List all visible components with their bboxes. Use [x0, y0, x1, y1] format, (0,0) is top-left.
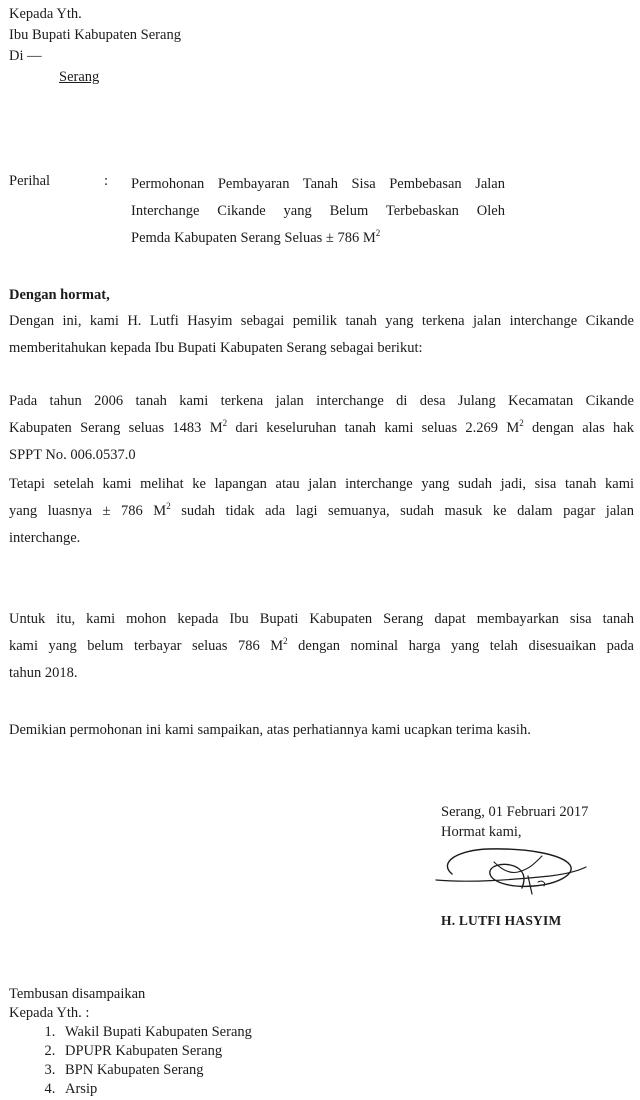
- cc-item: 2. DPUPR Kabupaten Serang: [59, 1042, 252, 1061]
- signer-name: H. LUTFI HASYIM: [441, 913, 562, 928]
- p3-line-1: Untuk itu, kami mohon kepada Ibu Bupati Kabupaten Serang dapat membayarkan sisa tanah: [9, 611, 634, 627]
- recipient-city: Serang: [59, 69, 100, 85]
- intro-paragraph: [9, 308, 634, 362]
- p3-line-2: kami yang belum terbayar seluas 786 $M^2$ dengan nominal harga yang telah disesuaikan pada: [9, 636, 634, 654]
- cc-to: Kepada Yth. :: [9, 1005, 90, 1021]
- subject-line-3: Pemda Kabupaten Serang Seluas ± 786 $M^2$: [131, 228, 381, 246]
- intro-line-1: Dengan ini, kami H. Lutfi Hasyim sebagai pemilik tanah yang terkena jalan interchange Cikande: [9, 313, 634, 329]
- cc-list: [9, 1023, 252, 1099]
- greeting: Dengan hormat,: [9, 287, 110, 303]
- recipient-name: Ibu Bupati Kabupaten Serang: [9, 27, 181, 43]
- place-date: Serang, 01 Februari 2017: [441, 804, 589, 820]
- recipient-salutation: Kepada Yth.: [9, 6, 82, 22]
- recipient-city-line: [9, 67, 181, 88]
- p1-line-2: Kabupaten Serang seluas 1483 $M^2$ dari keseluruhan tanah kami seluas 2.269 $M^2$ dengan alas hak: [9, 418, 634, 436]
- subject-colon: :: [104, 173, 109, 189]
- cc-block: [9, 985, 252, 1099]
- paragraph-3: [9, 606, 634, 687]
- recipient-block: [9, 4, 181, 88]
- p2-line-1: Tetapi setelah kami melihat ke lapangan atau jalan interchange yang sudah jadi, sisa tanah kami: [9, 476, 634, 492]
- paragraph-1: [9, 388, 634, 469]
- p3-line-3: tahun 2018.: [9, 665, 78, 681]
- handwritten-signature: [430, 836, 590, 898]
- cc-item: 1. Wakil Bupati Kabupaten Serang: [59, 1023, 252, 1042]
- p2-line-3: interchange.: [9, 530, 81, 546]
- p1-line-3: SPPT No. 006.0537.0: [9, 447, 136, 463]
- cc-title: Tembusan disampaikan: [9, 986, 146, 1002]
- p1-line-1: Pada tahun 2006 tanah kami terkena jalan interchange di desa Julang Kecamatan Cikande: [9, 393, 634, 409]
- sign-off: Hormat kami,: [441, 824, 522, 840]
- cc-item: 4. Arsip: [59, 1080, 252, 1099]
- subject-line-2: Interchange Cikande yang Belum Terbebaskan Oleh: [131, 203, 505, 219]
- cc-item: 3. BPN Kabupaten Serang: [59, 1061, 252, 1080]
- subject-line-1: Permohonan Pembayaran Tanah Sisa Pembebasan Jalan: [131, 176, 505, 192]
- intro-line-2: memberitahukan kepada Ibu Bupati Kabupaten Serang sebagai berikut:: [9, 340, 423, 356]
- subject-text: [131, 171, 505, 252]
- subject-label: Perihal: [9, 173, 51, 189]
- closing-sentence: Demikian permohonan ini kami sampaikan, atas perhatiannya kami ucapkan terima kasih.: [9, 722, 531, 738]
- recipient-di: Di —: [9, 48, 42, 64]
- paragraph-2: [9, 471, 634, 552]
- p2-line-2: yang luasnya ± 786 $M^2$ sudah tidak ada lagi semuanya, sudah masuk ke dalam pagar jalan: [9, 501, 634, 519]
